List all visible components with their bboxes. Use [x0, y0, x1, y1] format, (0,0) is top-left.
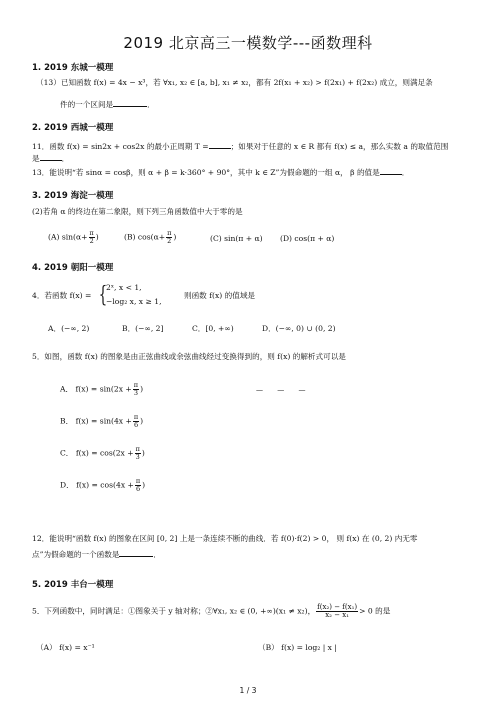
- question-11-xicheng-line2: 是 ．: [32, 154, 70, 163]
- question-5-fengtai: 5．下列函数中，同时满足：①图象关于 y 轴对称；②∀x₁, x₂ ∈ (0, +∞)(x₁ ≠ x₂)， $\frac{\text{f(x₂) − f(x₁)}}{\text{x₂ − x₁}}$ > 0 的是: [32, 603, 391, 619]
- section-heading-haidian: 3. 2019 海淀一模理: [32, 191, 114, 201]
- answer-blank: [119, 549, 153, 557]
- choice-a: （A） f(x) = x⁻¹: [36, 643, 95, 652]
- choice-b: (B) cos(α+ $\frac{\pi}{2}$ ): [124, 229, 177, 245]
- answer-blank: [113, 99, 147, 107]
- section-heading-xicheng: 2. 2019 西城一模理: [32, 123, 114, 133]
- graph-placeholder-dashes: — — —: [256, 386, 312, 394]
- choice-b: B． f(x) = sin(4x + $\frac{\pi}{6}$ ): [60, 413, 144, 429]
- question-5-chaoyang: 5．如图，函数 f(x) 的图象是由正弦曲线或余弦曲线经过变换得到的，则 f(x) 的解析式可以是: [32, 352, 346, 361]
- question-13-dongcheng: （13）已知函数 f(x) = 4x − x³，若 ∀x₁, x₂ ∈ [a, b], x₁ ≠ x₂，都有 2f(x₁ + x₂) > f(2x₁) + f(2x₂) 成立，则满足条: [36, 78, 433, 87]
- choice-d: (D) cos(π + α): [280, 234, 335, 243]
- answer-blank: [209, 141, 231, 149]
- answer-blank: [40, 153, 62, 161]
- question-12-chaoyang: 12．能说明“函数 f(x) 的图象在区间 [0, 2] 上是一条连续不断的曲线．若 f(0)·f(2) > 0， 则 f(x) 在 (0, 2) 内无零: [32, 534, 418, 543]
- page-title: 2019 北京高三一模数学---函数理科: [123, 34, 373, 52]
- choice-d: D． f(x) = cos(4x + $\frac{\pi}{6}$ ): [60, 477, 146, 493]
- question-12-chaoyang-line2: 点”为假命题的一个函数是 ．: [32, 550, 162, 559]
- question-13-xicheng: 13．能说明“若 sinα = cosβ，则 α + β = k·360° + 90°，其中 k ∈ Z”为假命题的一组 α， β 的值是 ．: [32, 168, 410, 177]
- choice-d: D．(−∞, 0) ∪ (0, 2): [262, 324, 336, 333]
- choice-c: C．[0, +∞): [192, 324, 234, 333]
- choice-c: (C) sin(π + α): [210, 234, 263, 243]
- choice-a: (A) sin(α+ $\frac{\pi}{2}$ ): [48, 229, 99, 245]
- choice-a: A． f(x) = sin(2x + $\frac{\pi}{3}$ ): [60, 381, 144, 397]
- choice-b: B．(−∞, 2]: [122, 324, 164, 333]
- section-heading-fengtai: 5. 2019 丰台一模理: [32, 580, 114, 590]
- section-heading-dongcheng: 1. 2019 东城一模理: [32, 63, 114, 73]
- page-number: 1 / 3: [239, 686, 257, 695]
- section-heading-chaoyang: 4. 2019 朝阳一模理: [32, 263, 114, 273]
- choice-c: C． f(x) = cos(2x + $\frac{\pi}{3}$ ): [60, 445, 145, 461]
- piecewise-case-2: −log₂ x, x ≥ 1,: [106, 297, 162, 306]
- question-4-lead: 4．若函数 f(x) =: [32, 291, 92, 300]
- question-4-tail: 则函数 f(x) 的值域是: [184, 291, 256, 300]
- question-11-xicheng: 11．函数 f(x) = sin2x + cos2x 的最小正周期 T = ；如果对于任意的 x ∈ R 都有 f(x) ≤ a，那么实数 a 的取值范围: [32, 142, 449, 151]
- question-2-haidian: (2)若角 α 的终边在第二象限，则下列三角函数值中大于零的是: [32, 207, 243, 216]
- answer-blank: [380, 167, 402, 175]
- question-13-dongcheng-line2: 件的一个区间是 ．: [60, 100, 155, 109]
- choice-b: （B） f(x) = log₂ | x |: [258, 643, 337, 652]
- choice-a: A．(−∞, 2): [48, 324, 90, 333]
- piecewise-case-1: 2ˣ, x < 1,: [106, 283, 142, 292]
- piecewise-brace: {: [98, 283, 108, 308]
